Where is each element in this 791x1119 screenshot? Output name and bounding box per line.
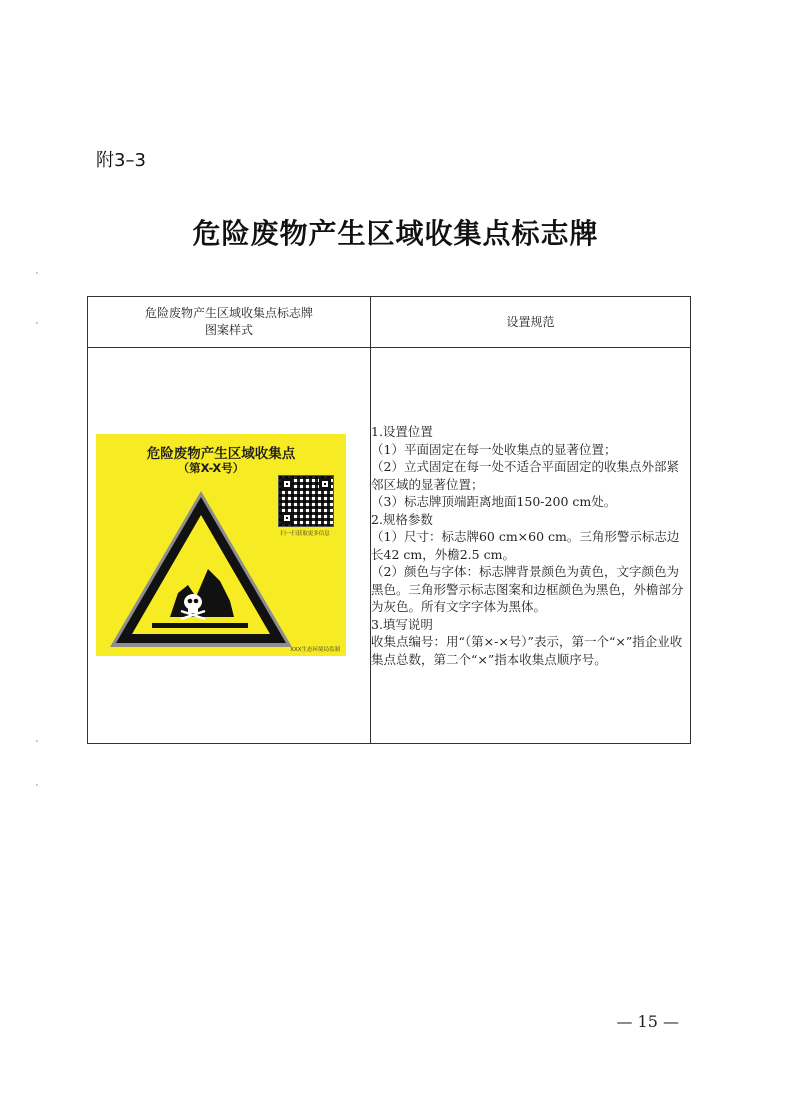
rule-line: 1.设置位置 xyxy=(371,424,433,439)
table-body-row xyxy=(88,348,691,744)
document-title: 危险废物产生区域收集点标志牌 xyxy=(192,217,599,250)
header-specification: 设置规范 xyxy=(371,297,691,348)
header-sign-style xyxy=(88,297,371,348)
annex-label: 附3–3 xyxy=(96,150,146,171)
rule-line: （2）立式固定在每一处不适合平面固定的收集点外部紧邻区域的显著位置； xyxy=(371,459,679,492)
sign-footer: XXX生态环境局监制 xyxy=(290,647,340,653)
page-number: — 15 — xyxy=(616,1012,679,1031)
hazard-sign xyxy=(96,434,346,656)
sign-cell xyxy=(88,348,371,744)
spec-table xyxy=(87,296,691,744)
rule-line: 2.规格参数 xyxy=(371,511,433,527)
skull-warning-triangle-icon xyxy=(108,489,294,649)
rule-line: 3.填写说明 xyxy=(371,616,433,632)
header-sign-style-line2: 图案样式 xyxy=(204,323,253,337)
rule-line: （1）尺寸：标志牌60 cm×60 cm。三角形警示标志边长42 cm，外檐2.5 cm。 xyxy=(371,529,680,562)
rule-line: （2）颜色与字体：标志牌背景颜色为黄色，文字颜色为黑色。三角形警示标志图案和边框颜色为黑色，外檐部分为灰色。所有文字字体为黑体。 xyxy=(371,564,684,614)
rule-line: 收集点编号：用“（第×-×号）”表示，第一个“×”指企业收集点总数，第二个“×”指本收集点顺序号。 xyxy=(371,634,683,667)
sign-code: （第X-X号） xyxy=(177,461,245,475)
rule-line: （1）平面固定在每一处收集点的显著位置； xyxy=(371,441,617,457)
rules-cell xyxy=(371,348,691,744)
sign-title: 危险废物产生区域收集点 xyxy=(146,446,296,462)
header-sign-style-line1: 危险废物产生区域收集点标志牌 xyxy=(144,306,313,320)
qr-caption: 扫一扫获取更多信息 xyxy=(280,531,330,537)
rule-line: （3）标志牌顶端距离地面150-200 cm处。 xyxy=(371,494,617,509)
table-header-row xyxy=(88,297,691,348)
